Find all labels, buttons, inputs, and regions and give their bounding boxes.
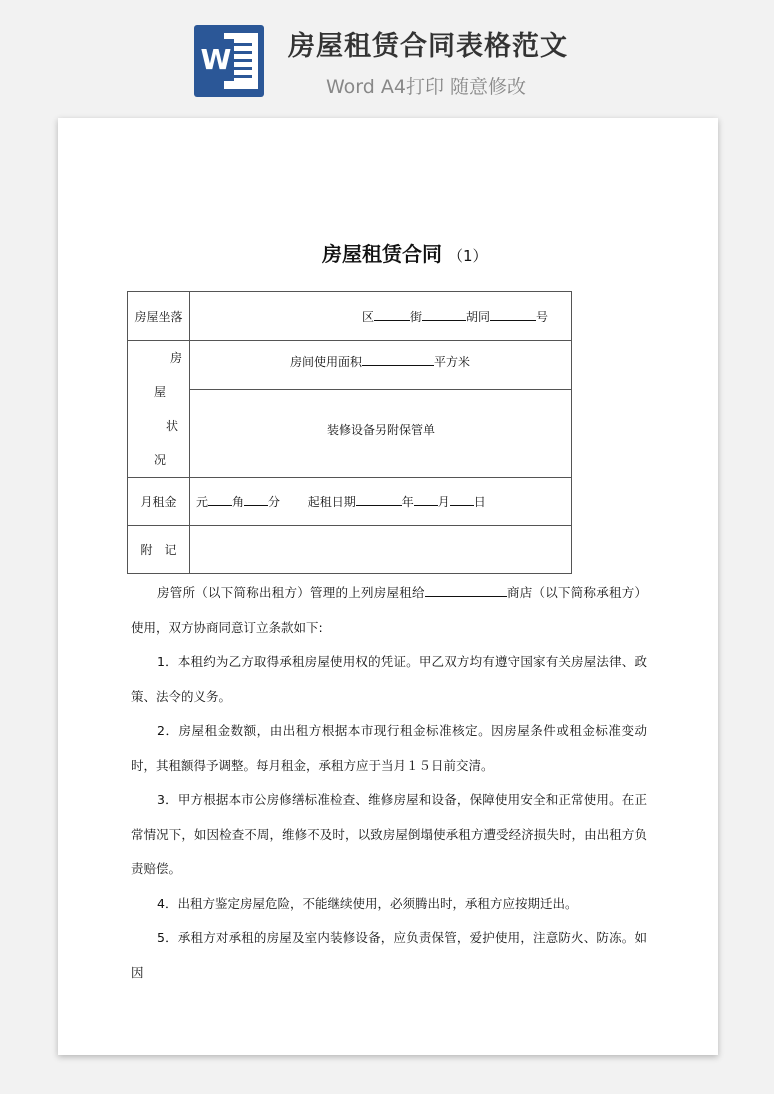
yuan-label: 元 [196,495,209,509]
intro-part-2: 商店（以下简称承租方）使用，双方协商同意订立条款如下: [131,585,647,635]
area-label: 房间使用面积 [290,355,363,369]
intro-paragraph [131,576,647,645]
alley-label: 胡同 [466,309,491,324]
location-field[interactable] [190,292,572,341]
intro-part-1: 房管所（以下简称出租方）管理的上列房屋租给 [157,585,425,600]
page-title: 房屋租赁合同表格范文 [288,31,568,62]
start-date-label: 起租日期 [307,495,356,509]
month-label: 月 [437,495,450,509]
area-field[interactable] [190,341,572,390]
document-title-number: （1） [448,247,488,265]
clause-4: 4．出租方鉴定房屋危险，不能继续使用，必须腾出时，承租方应按期迁出。 [157,895,578,911]
monthly-rent-label: 月租金 [128,478,190,526]
status-char-1: 房 [170,351,183,365]
jiao-label: 角 [232,495,245,509]
tenant-blank[interactable] [425,584,507,597]
day-label: 日 [473,495,486,509]
remarks-field[interactable] [190,526,572,574]
status-char-3: 状 [166,419,179,433]
remarks-label: 附 记 [128,526,190,574]
header [0,0,774,110]
number-label: 号 [536,309,549,324]
monthly-rent-field[interactable] [190,478,572,526]
clause-2: 2．房屋租金数额，由出租方根据本市现行租金标准核定。因房屋条件或租金标准变动时，其租额得予调整。每月租金，承租方应于当月１５日前交清。 [131,723,647,773]
year-label: 年 [401,495,414,509]
clause-3: 3．甲方根据本市公房修缮标准检查、维修房屋和设备，保障使用安全和正常使用。在正常情况下，如因检查不周，维修不及时，以致房屋倒塌使承租方遭受经济损失时，由出租方负责赔偿。 [131,792,647,876]
lease-info-table [127,291,572,574]
word-document-icon [194,25,264,97]
document-title [322,238,488,267]
district-label: 区 [362,309,375,324]
location-label: 房屋坐落 [128,292,190,341]
contract-body [131,576,647,990]
document-title-text: 房屋租赁合同 [322,242,442,266]
clause-5: 5．承租方对承租的房屋及室内装修设备，应负责保管，爱护使用，注意防火、防冻。如因 [131,930,647,980]
street-label: 街 [410,309,423,324]
document-page [58,118,718,1055]
status-char-4: 况 [154,453,167,467]
word-icon-letter: W [198,39,234,81]
clause-1: 1．本租约为乙方取得承租房屋使用权的凭证。甲乙双方均有遵守国家有关房屋法律、政策、法令的义务。 [131,654,647,704]
page-subtitle: Word A4打印 随意修改 [326,76,527,98]
status-char-2: 屋 [154,385,167,399]
equipment-field: 装修设备另附保管单 [190,390,572,478]
fen-label: 分 [268,495,281,509]
area-unit: 平方米 [434,355,471,369]
house-status-label [128,341,190,478]
